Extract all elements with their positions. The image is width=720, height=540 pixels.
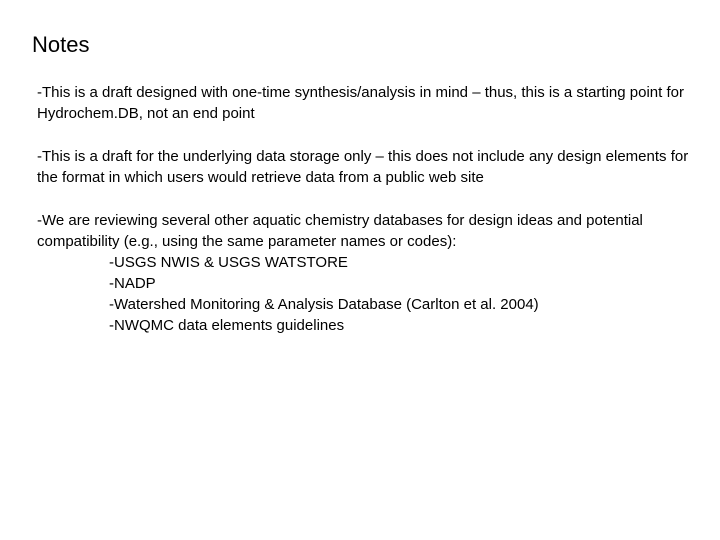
- list-item: -Watershed Monitoring & Analysis Database (Carlton et al. 2004): [109, 296, 539, 313]
- note-paragraph-3: -We are reviewing several other aquatic chemistry databases for design ideas and potential compatibility (e.g., using the same parameter names or codes):: [37, 212, 643, 250]
- slide-body: [37, 82, 697, 336]
- note-paragraph-2: -This is a draft for the underlying data storage only – this does not include any design elements for the format in which users would retrieve data from a public web site: [37, 148, 689, 186]
- database-list: [37, 252, 697, 336]
- list-item: -NADP: [109, 275, 156, 292]
- list-item: -NWQMC data elements guidelines: [109, 317, 345, 334]
- list-item: -USGS NWIS & USGS WATSTORE: [109, 254, 348, 271]
- note-paragraph-1: -This is a draft designed with one-time synthesis/analysis in mind – thus, this is a starting point for Hydrochem.DB, not an end point: [37, 84, 684, 122]
- slide-title: Notes: [32, 32, 90, 57]
